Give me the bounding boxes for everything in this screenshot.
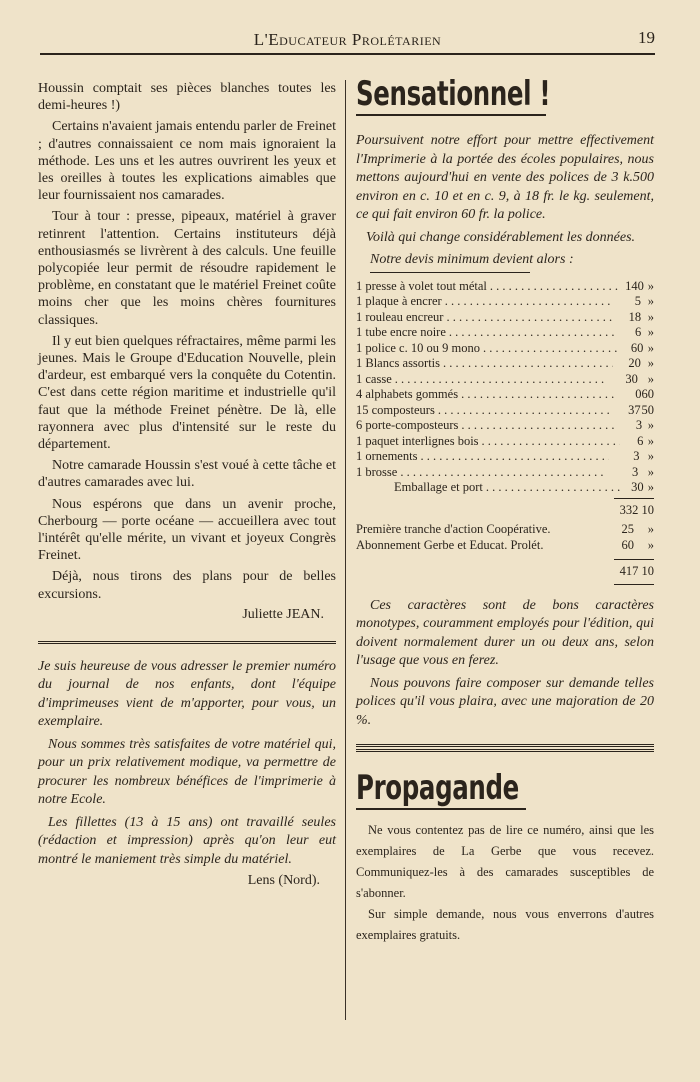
sum-rule <box>614 498 654 499</box>
quote-row: 1 presse à volet tout métal . . . 140 » <box>356 279 654 295</box>
section-rule <box>356 749 654 752</box>
propagande-section <box>356 768 654 946</box>
quote-row-extra: Abonnement Gerbe et Educat. Prolét. 60 » <box>356 537 654 552</box>
article-paragraph: Nous espérons que dans un avenir proche, Cherbourg — porte océane — accueillera avec tout l'intérêt qu'elle mérite, un vivant et joyeux Congrès Freinet. <box>38 496 336 564</box>
article-paragraph: Il y eut bien quelques réfractaires, même parmi les jeunes. Mais le Groupe d'Education Nouvelle, plein d'ardeur, est embarqué vers la conquête du Cotentin. C'est dans cette région maritime et industrielle qu'il faut que la méthode Freinet pénètre. De là, elle rayonnera avec plus d'intensité sur le reste du département. <box>38 333 336 453</box>
page-number: 19 <box>638 28 655 47</box>
sensationnel-heading: Sensationnel ! <box>356 74 551 114</box>
heading-underline <box>356 114 546 116</box>
small-rule <box>370 272 530 273</box>
quote-row-extra: Première tranche d'action Coopérative. 25 » <box>356 522 654 536</box>
offer-paragraph: Ces caractères sont de bons caractères monotypes, couramment employés pour l'édition, qui doivent normalement durer un ou deux ans, selon l'usage que vous en ferez. <box>356 597 654 668</box>
offer-paragraph: Notre devis minimum devient alors : <box>370 252 574 267</box>
article-paragraph: Notre camarade Houssin s'est voué à cette tâche et d'autres camarades avec lui. <box>38 458 336 491</box>
quote-row: 1 Blancs assortis . . . 20 » <box>356 356 654 372</box>
left-column <box>38 80 336 889</box>
sum-rule <box>614 584 654 585</box>
header-rule <box>40 53 655 55</box>
article-paragraph: Déjà, nous tirons des plans pour de belles excursions. <box>38 569 336 602</box>
article-paragraph: Houssin comptait ses pièces blanches toutes les demi-heures !) <box>38 81 336 114</box>
propagande-heading-wrap <box>356 768 582 810</box>
quote-row: 6 porte-composteurs . . . 3 » <box>356 418 654 434</box>
offer-paragraph: Voilà qui change considérablement les données. <box>366 229 636 245</box>
journal-title: L'Educateur Prolétarien <box>253 30 442 49</box>
propagande-paragraph: Sur simple demande, nous vous enverrons d'autres exemplaires gratuits. <box>356 907 654 942</box>
letter-paragraph: Nous sommes très satisfaites de votre matériel qui, pour un prix relativement modique, va permettre de procurer les nombreux bénéfices de l'imprimerie à notre Ecole. <box>38 736 336 808</box>
total-row <box>356 564 654 580</box>
propagande-paragraph: Ne vous contentez pas de lire ce numéro, ainsi que les exemplaires de La Gerbe que vous recevez. Communiquez-les à des camarades susceptibles de s'abonner. <box>356 823 654 900</box>
subtotal: 332 10 <box>619 502 654 517</box>
quote-row: 1 paquet interlignes bois . . . 6 » <box>356 434 654 450</box>
subtotal-row <box>356 503 654 519</box>
offer-paragraph: Poursuivent notre effort pour mettre effectivement l'Imprimerie à la portée des écoles populaires, nous mettons aujourd'hui en vente des polices de 3 k.500 environ en c. 10 et en c. 9, à 18 fr. le kg. seulement, ce qui fait environ 60 fr. la police. <box>356 133 654 222</box>
propagande-heading: Propagande <box>356 768 519 808</box>
quote-row: 1 brosse . . . 3 » <box>356 465 654 481</box>
letter-paragraph: Les fillettes (13 à 15 ans) ont travaillé seules (rédaction et impression) après qu'on leur eut montré le maniement très simple du matériel. <box>38 814 336 867</box>
quote-row: Emballage et port . . . 30 » <box>356 480 654 496</box>
sensationnel-section <box>356 74 654 730</box>
section-rule <box>356 744 654 747</box>
article-paragraph: Tour à tour : presse, pipeaux, matériel à graver retinrent l'attention. Certains instituteurs déjà enthousiasmés se livrèrent à des calculs. Une feuille polycopiée leur permit de résoudre rapidement le problème, en constatant que le matériel Freinet coûte moins cher que les moins chères fournitures classiques. <box>38 209 336 328</box>
section-rule <box>38 641 336 644</box>
quote-row: 1 rouleau encreur . . . 18 » <box>356 310 654 326</box>
total: 417 10 <box>619 564 654 578</box>
quote-row: 1 police c. 10 ou 9 mono . . . 60 » <box>356 341 654 357</box>
quote-row: 15 composteurs . . . 37 50 <box>356 403 654 419</box>
sensationnel-heading-wrap <box>356 74 626 116</box>
sum-rule <box>614 559 654 560</box>
letter-block <box>38 658 336 890</box>
quote-row: 1 ornements . . . 3 » <box>356 449 654 465</box>
column-divider <box>345 80 346 1020</box>
right-column <box>356 74 654 946</box>
quote-row: 1 plaque à encrer . . . 5 » <box>356 294 654 310</box>
quote-row: 1 tube encre noire . . . 6 » <box>356 325 654 341</box>
heading-underline <box>356 808 526 810</box>
letter-paragraph: Je suis heureuse de vous adresser le premier numéro du journal de nos enfants, dont l'équipe d'imprimeuses vient de m'apporter, pour vous, un exemplaire. <box>38 658 336 730</box>
quote-row: 1 casse . . . 30 » <box>356 372 654 388</box>
article-signature: Juliette JEAN. <box>242 606 324 622</box>
offer-paragraph: Nous pouvons faire composer sur demande telles polices qu'il vous plaira, avec une majoration de 20 %. <box>356 675 654 728</box>
running-header <box>40 28 655 54</box>
quote-row: 4 alphabets gommés . . . 0 60 <box>356 387 654 403</box>
quote-table <box>356 279 654 585</box>
article-paragraph: Certains n'avaient jamais entendu parler de Freinet ; d'autres connaissaient ce nom mais ignoraient la méthode. Les uns et les autres ouvrirent les yeux et les oreilles à toutes les explications aimables que leur fournissaient nos camarades. <box>38 119 336 204</box>
letter-signature: Lens (Nord). <box>247 873 320 889</box>
